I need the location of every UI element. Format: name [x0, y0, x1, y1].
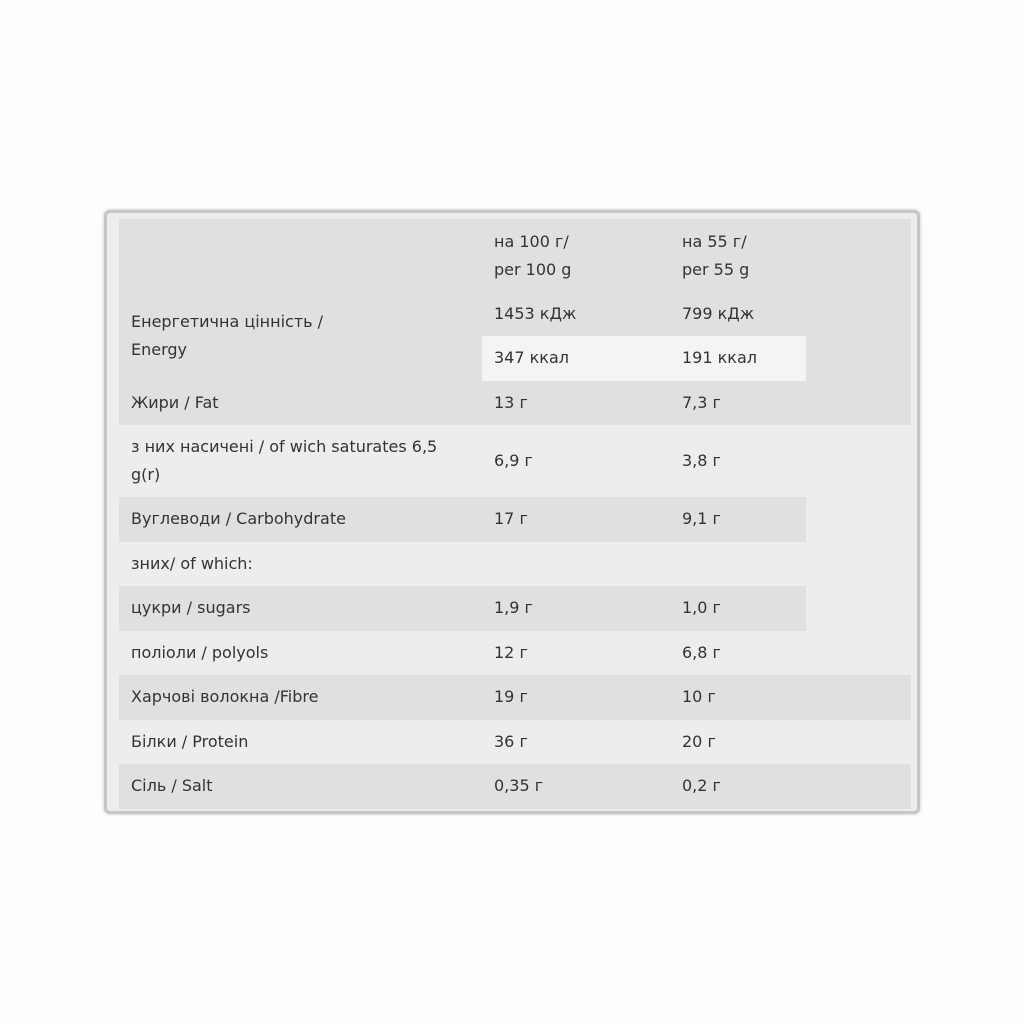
- sugars-per-100g: 1,9 г: [494, 598, 533, 617]
- row-label-salt: Сіль / Salt: [131, 776, 213, 795]
- salt-per-55g: 0,2 г: [682, 776, 721, 795]
- carbohydrate-per-100g: 17 г: [494, 509, 528, 528]
- row-label-polyols: поліоли / polyols: [131, 643, 269, 662]
- protein-per-100g: 36 г: [494, 732, 528, 751]
- saturates-per-55g: 3,8 г: [682, 451, 721, 470]
- row-label-saturates: з них насичені / of wich saturates 6,5 g(r): [131, 437, 438, 484]
- salt-per-100g: 0,35 г: [494, 776, 544, 795]
- protein-per-55g: 20 г: [682, 732, 716, 751]
- row-label-of-which: зних/ of which:: [131, 554, 253, 573]
- fibre-per-55g: 10 г: [682, 687, 716, 706]
- row-label-sugars: цукри / sugars: [131, 598, 251, 617]
- fat-per-100g: 13 г: [494, 393, 528, 412]
- fat-per-55g: 7,3 г: [682, 393, 721, 412]
- column-header-per-100g: на 100 г/ per 100 g: [494, 232, 572, 279]
- energy-kcal-per-55g: 191 ккал: [682, 348, 757, 367]
- fibre-per-100g: 19 г: [494, 687, 528, 706]
- energy-kj-per-100g: 1453 кДж: [494, 304, 577, 323]
- sugars-per-55g: 1,0 г: [682, 598, 721, 617]
- saturates-per-100g: 6,9 г: [494, 451, 533, 470]
- energy-kcal-per-100g: 347 ккал: [494, 348, 569, 367]
- column-header-per-55g: на 55 г/ per 55 g: [682, 232, 750, 279]
- energy-kj-per-55g: 799 кДж: [682, 304, 755, 323]
- polyols-per-100g: 12 г: [494, 643, 528, 662]
- polyols-per-55g: 6,8 г: [682, 643, 721, 662]
- row-label-protein: Білки / Protein: [131, 732, 249, 751]
- row-label-fat: Жири / Fat: [131, 393, 219, 412]
- carbohydrate-per-55g: 9,1 г: [682, 509, 721, 528]
- row-label-fibre: Харчові волокна /Fibre: [131, 687, 319, 706]
- row-label-carbohydrate: Вуглеводи / Carbohydrate: [131, 509, 346, 528]
- nutrition-table-frame: [104, 210, 920, 814]
- row-label-energy: Енергетична цінність / Energy: [131, 312, 324, 359]
